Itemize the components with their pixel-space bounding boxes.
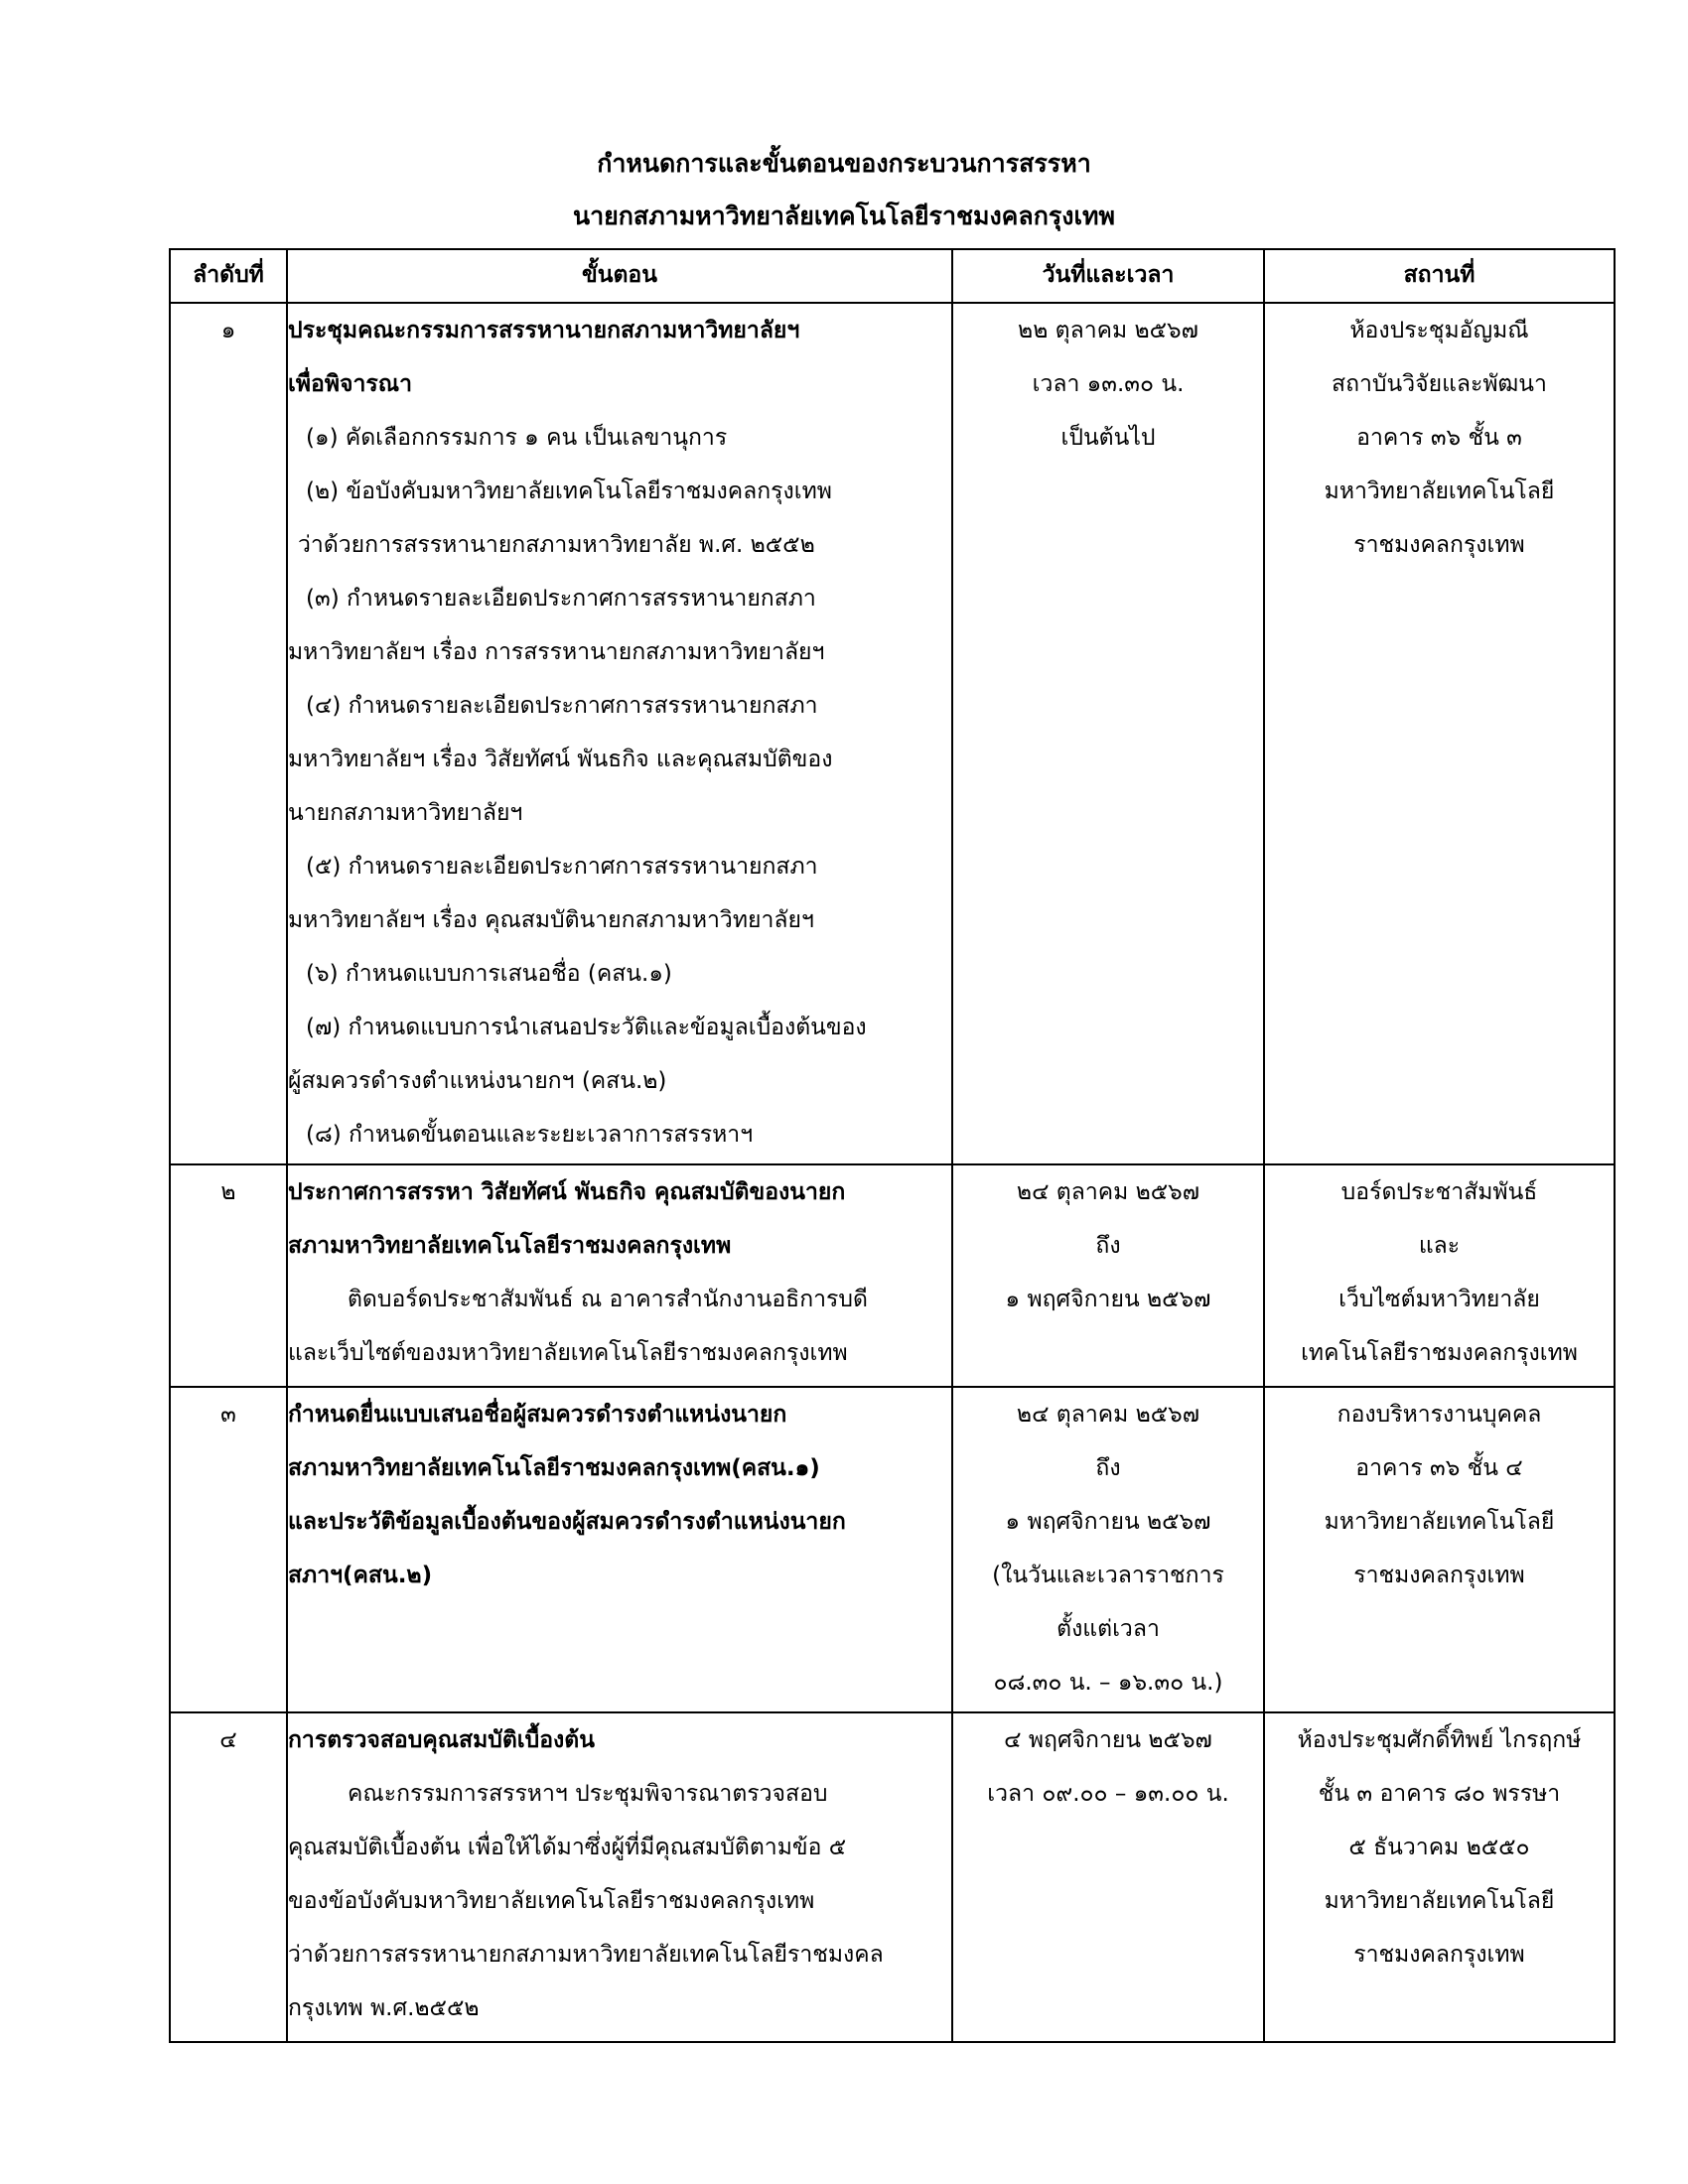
place-line: อาคาร ๓๖ ชั้น ๓: [1356, 425, 1522, 451]
place-line: มหาวิทยาลัยเทคโนโลยี: [1324, 478, 1555, 504]
row-place: [1264, 1712, 1615, 2042]
place-line: มหาวิทยาลัยเทคโนโลยี: [1324, 1509, 1555, 1535]
step-line: (๗) กำหนดแบบการนำเสนอประวัติและข้อมูลเบื้องต้นของ: [306, 1015, 867, 1040]
row-step: [287, 1387, 952, 1712]
step-heading-line: เพื่อพิจารณา: [288, 371, 412, 397]
row-place: [1264, 303, 1615, 1164]
header-date: วันที่และเวลา: [952, 249, 1264, 303]
step-line: นายกสภามหาวิทยาลัยฯ: [288, 800, 523, 826]
header-step: ขั้นตอน: [287, 249, 952, 303]
step-line: (๑) คัดเลือกกรรมการ ๑ คน เป็นเลขานุการ: [306, 425, 728, 451]
date-line: ตั้งแต่เวลา: [1056, 1616, 1160, 1642]
place-line: สถาบันวิจัยและพัฒนา: [1332, 371, 1547, 397]
date-line: เวลา ๐๙.๐๐ – ๑๓.๐๐ น.: [987, 1781, 1229, 1807]
date-line: ๒๔ ตุลาคม ๒๕๖๗: [1016, 1402, 1200, 1428]
step-line: ว่าด้วยการสรรหานายกสภามหาวิทยาลัยเทคโนโลยีราชมงคล: [288, 1942, 884, 1968]
header-no: ลำดับที่: [170, 249, 287, 303]
row-step: [287, 1712, 952, 2042]
step-heading-line: การตรวจสอบคุณสมบัติเบื้องต้น: [288, 1727, 595, 1753]
row-number: ๓: [170, 1387, 287, 1712]
step-line: คณะกรรมการสรรหาฯ ประชุมพิจารณาตรวจสอบ: [348, 1781, 828, 1807]
row-place: [1264, 1387, 1615, 1712]
row-number: ๑: [170, 303, 287, 1164]
step-line: มหาวิทยาลัยฯ เรื่อง การสรรหานายกสภามหาวิทยาลัยฯ: [288, 639, 825, 665]
place-line: เว็บไซต์มหาวิทยาลัย: [1338, 1287, 1540, 1312]
place-line: ชั้น ๓ อาคาร ๘๐ พรรษา: [1318, 1781, 1561, 1807]
document-title-line-1: กำหนดการและขั้นตอนของกระบวนการสรรหา: [597, 149, 1091, 178]
place-line: บอร์ดประชาสัมพันธ์: [1340, 1179, 1538, 1205]
date-line: ๐๘.๓๐ น. – ๑๖.๓๐ น.): [993, 1670, 1223, 1696]
date-line: ๑ พฤศจิกายน ๒๕๖๗: [1005, 1509, 1211, 1535]
row-number: ๒: [170, 1164, 287, 1387]
place-line: ราชมงคลกรุงเทพ: [1353, 532, 1525, 558]
step-line: มหาวิทยาลัยฯ เรื่อง คุณสมบัตินายกสภามหาวิทยาลัยฯ: [288, 907, 814, 933]
date-line: เป็นต้นไป: [1060, 425, 1156, 451]
row-number: ๔: [170, 1712, 287, 2042]
step-line: (๖) กำหนดแบบการเสนอชื่อ (คสน.๑): [306, 961, 672, 987]
place-line: ราชมงคลกรุงเทพ: [1353, 1563, 1525, 1588]
step-line: (๒) ข้อบังคับมหาวิทยาลัยเทคโนโลยีราชมงคลกรุงเทพ: [306, 478, 832, 504]
step-line: (๔) กำหนดรายละเอียดประกาศการสรรหานายกสภา: [306, 693, 818, 719]
step-heading-line: และประวัติข้อมูลเบื้องต้นของผู้สมควรดำรงตำแหน่งนายก: [288, 1509, 846, 1535]
row-date: [952, 1164, 1264, 1387]
table-row: [170, 1164, 1615, 1387]
row-place: [1264, 1164, 1615, 1387]
date-line: ถึง: [1095, 1455, 1121, 1481]
row-step: [287, 1164, 952, 1387]
step-line: (๓) กำหนดรายละเอียดประกาศการสรรหานายกสภา: [306, 586, 816, 612]
place-line: ราชมงคลกรุงเทพ: [1353, 1942, 1525, 1968]
row-date: [952, 1712, 1264, 2042]
step-line: ติดบอร์ดประชาสัมพันธ์ ณ อาคารสำนักงานอธิการบดี: [348, 1287, 868, 1312]
step-heading-line: ประชุมคณะกรรมการสรรหานายกสภามหาวิทยาลัยฯ: [288, 318, 800, 343]
step-line: ว่าด้วยการสรรหานายกสภามหาวิทยาลัย พ.ศ. ๒๕๕๒: [298, 532, 815, 558]
date-line: ๔ พฤศจิกายน ๒๕๖๗: [1004, 1727, 1212, 1753]
schedule-table: [169, 248, 1616, 2043]
step-line: ของข้อบังคับมหาวิทยาลัยเทคโนโลยีราชมงคลกรุงเทพ: [288, 1888, 815, 1914]
place-line: อาคาร ๓๖ ชั้น ๔: [1355, 1455, 1523, 1481]
place-line: ห้องประชุมศักดิ์ทิพย์ ไกรฤกษ์: [1297, 1727, 1582, 1753]
date-line: ๒๔ ตุลาคม ๒๕๖๗: [1016, 1179, 1200, 1205]
place-line: มหาวิทยาลัยเทคโนโลยี: [1324, 1888, 1555, 1914]
place-line: เทคโนโลยีราชมงคลกรุงเทพ: [1301, 1340, 1578, 1366]
step-line: มหาวิทยาลัยฯ เรื่อง วิสัยทัศน์ พันธกิจ และคุณสมบัติของ: [288, 747, 833, 772]
place-line: กองบริหารงานบุคคล: [1336, 1402, 1542, 1428]
table-row: [170, 1712, 1615, 2042]
table-header-row: [170, 249, 1615, 303]
document-title-line-2: นายกสภามหาวิทยาลัยเทคโนโลยีราชมงคลกรุงเทพ: [573, 202, 1115, 230]
table-row: [170, 303, 1615, 1164]
step-line: กรุงเทพ พ.ศ.๒๕๕๒: [288, 1995, 480, 2021]
step-line: (๕) กำหนดรายละเอียดประกาศการสรรหานายกสภา: [306, 854, 818, 880]
step-line: ผู้สมควรดำรงตำแหน่งนายกฯ (คสน.๒): [288, 1068, 667, 1094]
date-line: ถึง: [1095, 1233, 1121, 1259]
step-line: คุณสมบัติเบื้องต้น เพื่อให้ได้มาซึ่งผู้ที่มีคุณสมบัติตามข้อ ๕: [288, 1835, 847, 1860]
table-row: [170, 1387, 1615, 1712]
place-line: และ: [1418, 1233, 1461, 1259]
date-line: (ในวันและเวลาราชการ: [992, 1563, 1224, 1588]
place-line: ห้องประชุมอัญมณี: [1349, 318, 1529, 343]
step-heading-line: ประกาศการสรรหา วิสัยทัศน์ พันธกิจ คุณสมบัติของนายก: [288, 1179, 846, 1205]
row-step: [287, 303, 952, 1164]
header-place: สถานที่: [1264, 249, 1615, 303]
step-heading-line: สภามหาวิทยาลัยเทคโนโลยีราชมงคลกรุงเทพ(คสน.๑): [288, 1455, 820, 1481]
place-line: ๕ ธันวาคม ๒๕๕๐: [1348, 1835, 1530, 1860]
date-line: เวลา ๑๓.๓๐ น.: [1032, 371, 1185, 397]
row-date: [952, 303, 1264, 1164]
step-heading-line: สภามหาวิทยาลัยเทคโนโลยีราชมงคลกรุงเทพ: [288, 1233, 732, 1259]
step-line: และเว็บไซต์ของมหาวิทยาลัยเทคโนโลยีราชมงคลกรุงเทพ: [288, 1340, 848, 1366]
row-date: [952, 1387, 1264, 1712]
step-heading-line: สภาฯ(คสน.๒): [288, 1563, 433, 1588]
step-heading-line: กำหนดยื่นแบบเสนอชื่อผู้สมควรดำรงตำแหน่งนายก: [288, 1402, 787, 1428]
date-line: ๒๒ ตุลาคม ๒๕๖๗: [1018, 318, 1198, 343]
step-line: (๘) กำหนดขั้นตอนและระยะเวลาการสรรหาฯ: [306, 1122, 754, 1148]
date-line: ๑ พฤศจิกายน ๒๕๖๗: [1005, 1287, 1211, 1312]
